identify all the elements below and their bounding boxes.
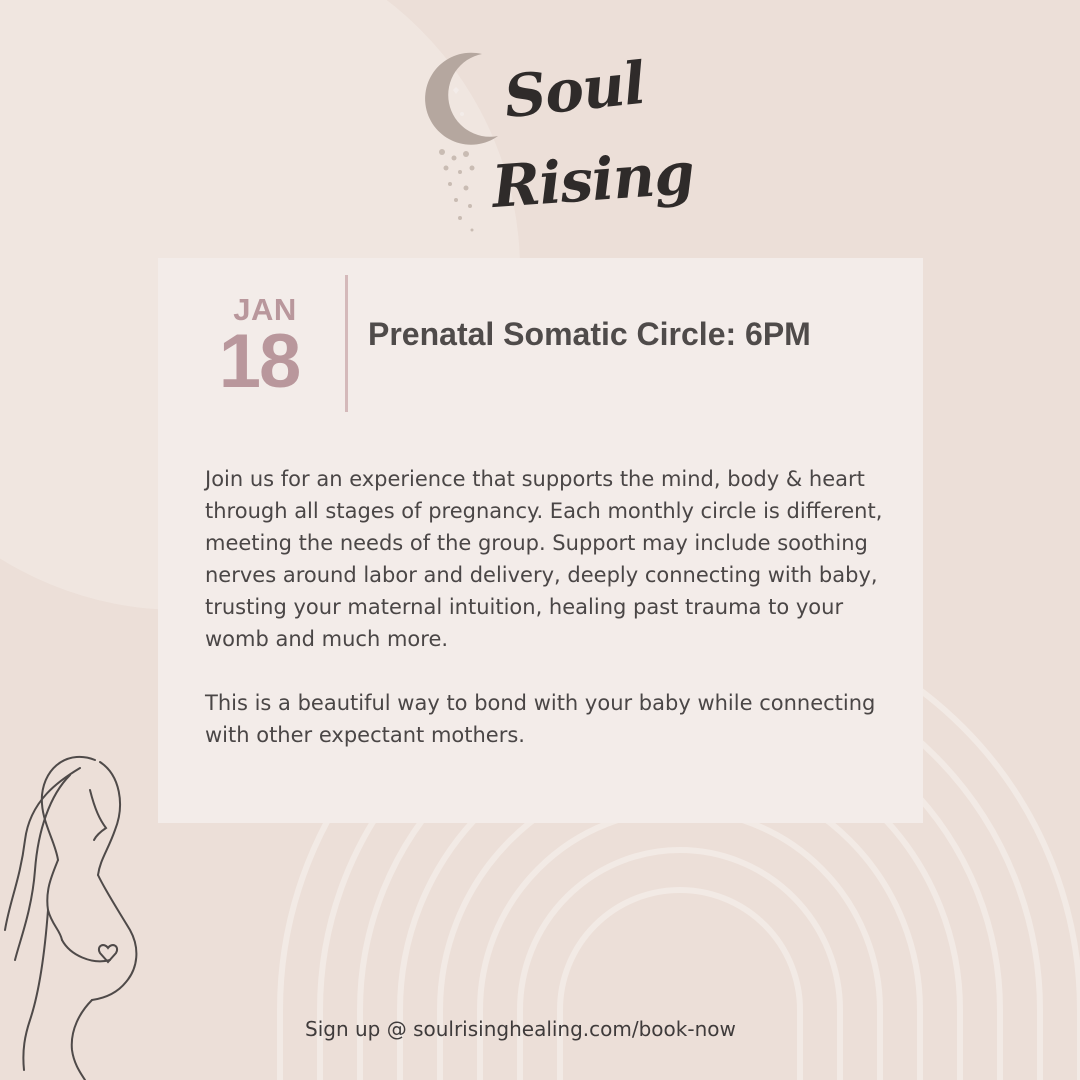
date-divider — [345, 275, 348, 412]
event-day: 18 — [218, 319, 300, 404]
signup-link[interactable]: Sign up @ soulrisinghealing.com/book-now — [305, 1017, 736, 1041]
event-description — [205, 463, 895, 751]
brand-name-line1: Soul — [500, 48, 648, 132]
event-card — [158, 258, 923, 823]
event-month: JAN — [233, 292, 297, 327]
brand-logo — [420, 48, 696, 245]
brand-name-line2: Rising — [489, 139, 696, 221]
event-title: Prenatal Somatic Circle: 6PM — [368, 316, 811, 352]
description-paragraph: Join us for an experience that supports the mind, body & heart through all stages of pregnancy. Each monthly circle is different, meeting the needs of the group. Support may include soothing nerves around labor and delivery, deeply connecting with baby, trusting your maternal intuition, healing past trauma to your womb and much more. — [205, 467, 883, 651]
pregnant-woman-line-art-icon — [0, 750, 150, 1080]
description-paragraph: This is a beautiful way to bond with your baby while connecting with other expectant mothers. — [205, 691, 876, 747]
